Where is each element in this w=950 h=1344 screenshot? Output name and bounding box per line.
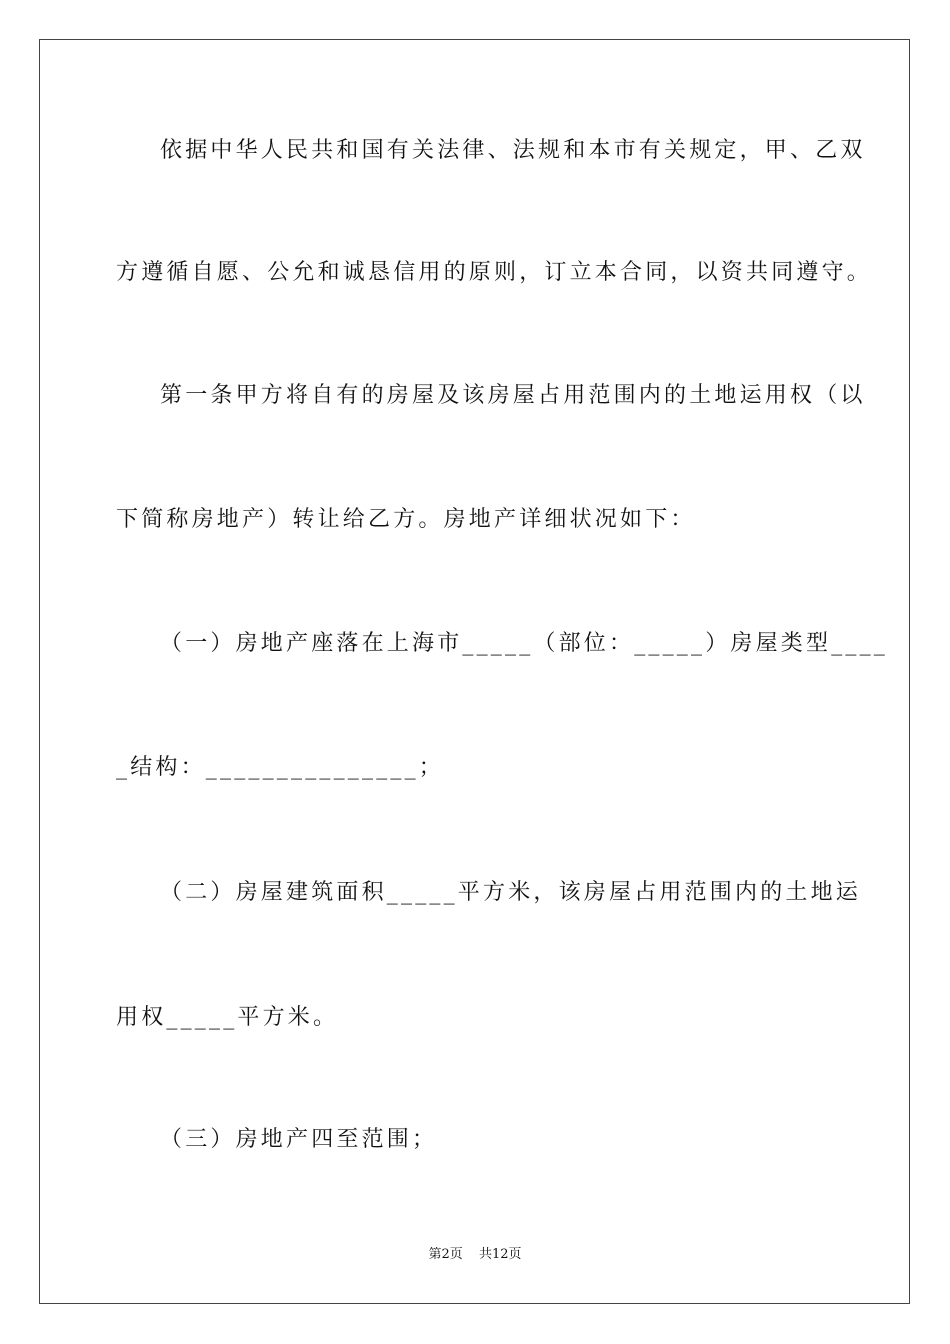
item-1-line-2: _结构：_______________；: [116, 755, 445, 780]
item-2-line-2: 用权_____平方米。: [116, 1005, 339, 1030]
item-1-line-1: （一）房地产座落在上海市_____（部位：_____）房屋类型____: [160, 631, 889, 656]
paragraph-1-line-2: 方遵循自愿、公允和诚恳信用的原则，订立本合同，以资共同遵守。: [116, 260, 873, 285]
page-frame: [39, 39, 910, 1304]
article-1-line-1: 第一条甲方将自有的房屋及该房屋占用范围内的土地运用权（以: [160, 383, 866, 408]
page-footer: [0, 1246, 950, 1264]
item-2-line-1: （二）房屋建筑面积_____平方米，该房屋占用范围内的土地运: [160, 880, 862, 905]
page-total: 共12页: [478, 1247, 522, 1262]
page-number: 第2页: [428, 1247, 463, 1262]
article-1-line-2: 下简称房地产）转让给乙方。房地产详细状况如下：: [116, 507, 696, 532]
paragraph-1-line-1: 依据中华人民共和国有关法律、法规和本市有关规定，甲、乙双: [160, 138, 866, 163]
item-3-line-1: （三）房地产四至范围；: [160, 1127, 438, 1152]
